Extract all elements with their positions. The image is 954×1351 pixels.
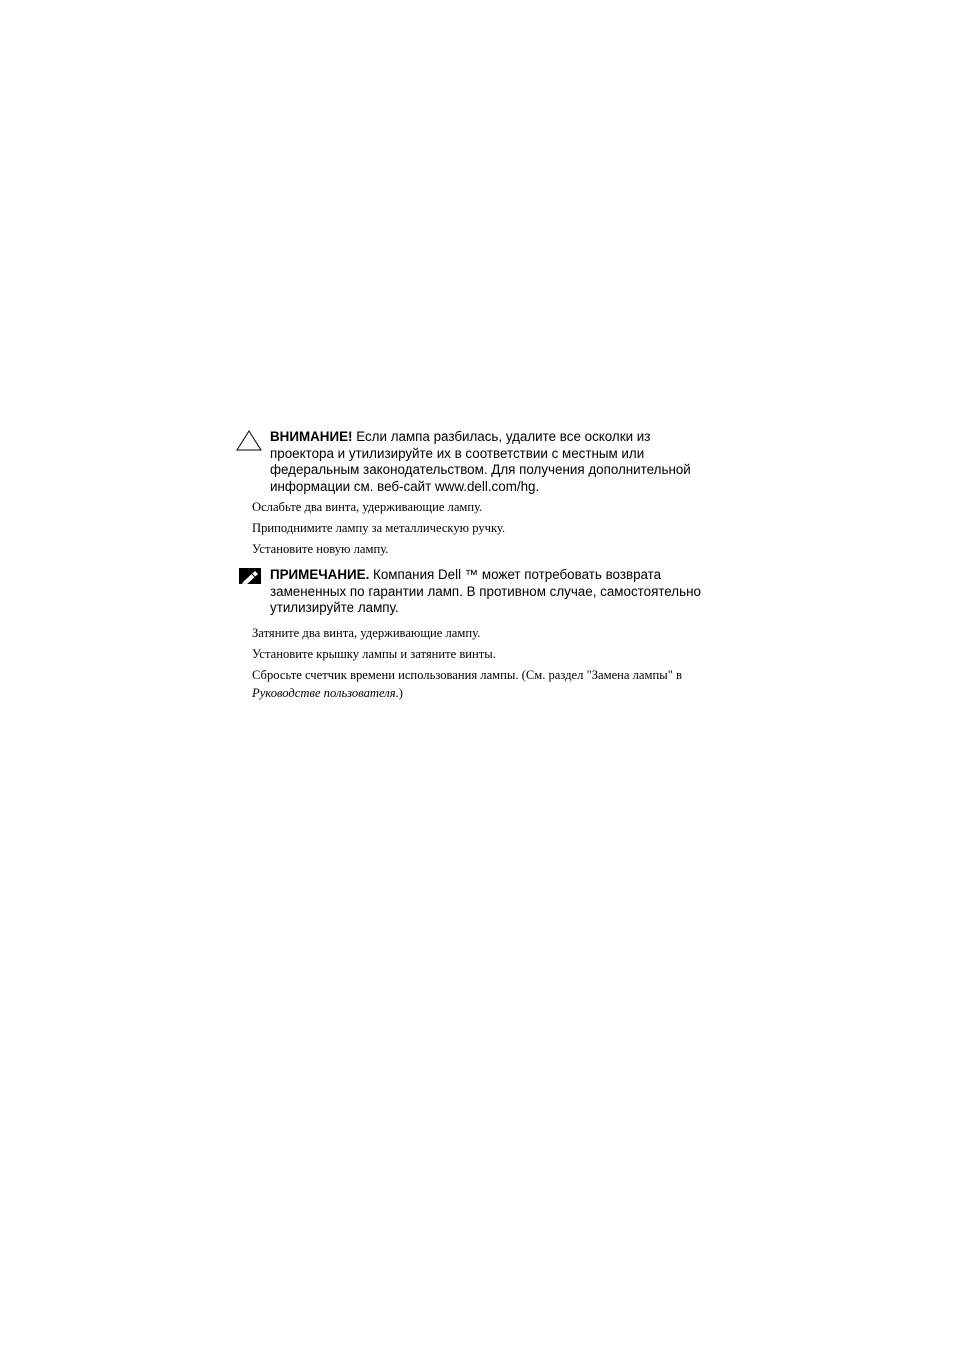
step-install-cover: Установите крышку лампы и затяните винты. (252, 647, 496, 661)
note-label: ПРИМЕЧАНИЕ. (270, 567, 370, 582)
note-body: Компания Dell ™ может потребовать возврата замененных по гарантии ламп. В противном случае, самостоятельно утилизируйте лампу. (270, 567, 701, 616)
caution-body: Если лампа разбилась, удалите все осколки из проектора и утилизируйте их в соответствии с местным или федеральным законодательством. Для получения дополнительной информации см. веб-сайт www.dell.com/hg. (270, 429, 691, 494)
note-notice (236, 567, 716, 617)
note-pencil-icon (236, 567, 264, 591)
caution-notice (236, 429, 716, 495)
step-reset-counter (252, 667, 732, 702)
caution-triangle-icon (236, 429, 264, 453)
reset-counter-end: .) (395, 685, 403, 700)
step-tighten-screws: Затяните два винта, удерживающие лампу. (252, 626, 481, 640)
user-guide-reference: Руководстве пользователя (252, 685, 396, 700)
step-lift-lamp: Приподнимите лампу за металлическую ручку. (252, 521, 506, 535)
step-install-lamp: Установите новую лампу. (252, 542, 389, 556)
caution-label: ВНИМАНИЕ! (270, 429, 353, 444)
reset-counter-text: Сбросьте счетчик времени использования лампы. (См. раздел "Замена лампы" в (252, 668, 682, 682)
caution-text (270, 429, 716, 495)
note-text (270, 567, 716, 617)
step-loosen-screws: Ослабьте два винта, удерживающие лампу. (252, 500, 483, 514)
